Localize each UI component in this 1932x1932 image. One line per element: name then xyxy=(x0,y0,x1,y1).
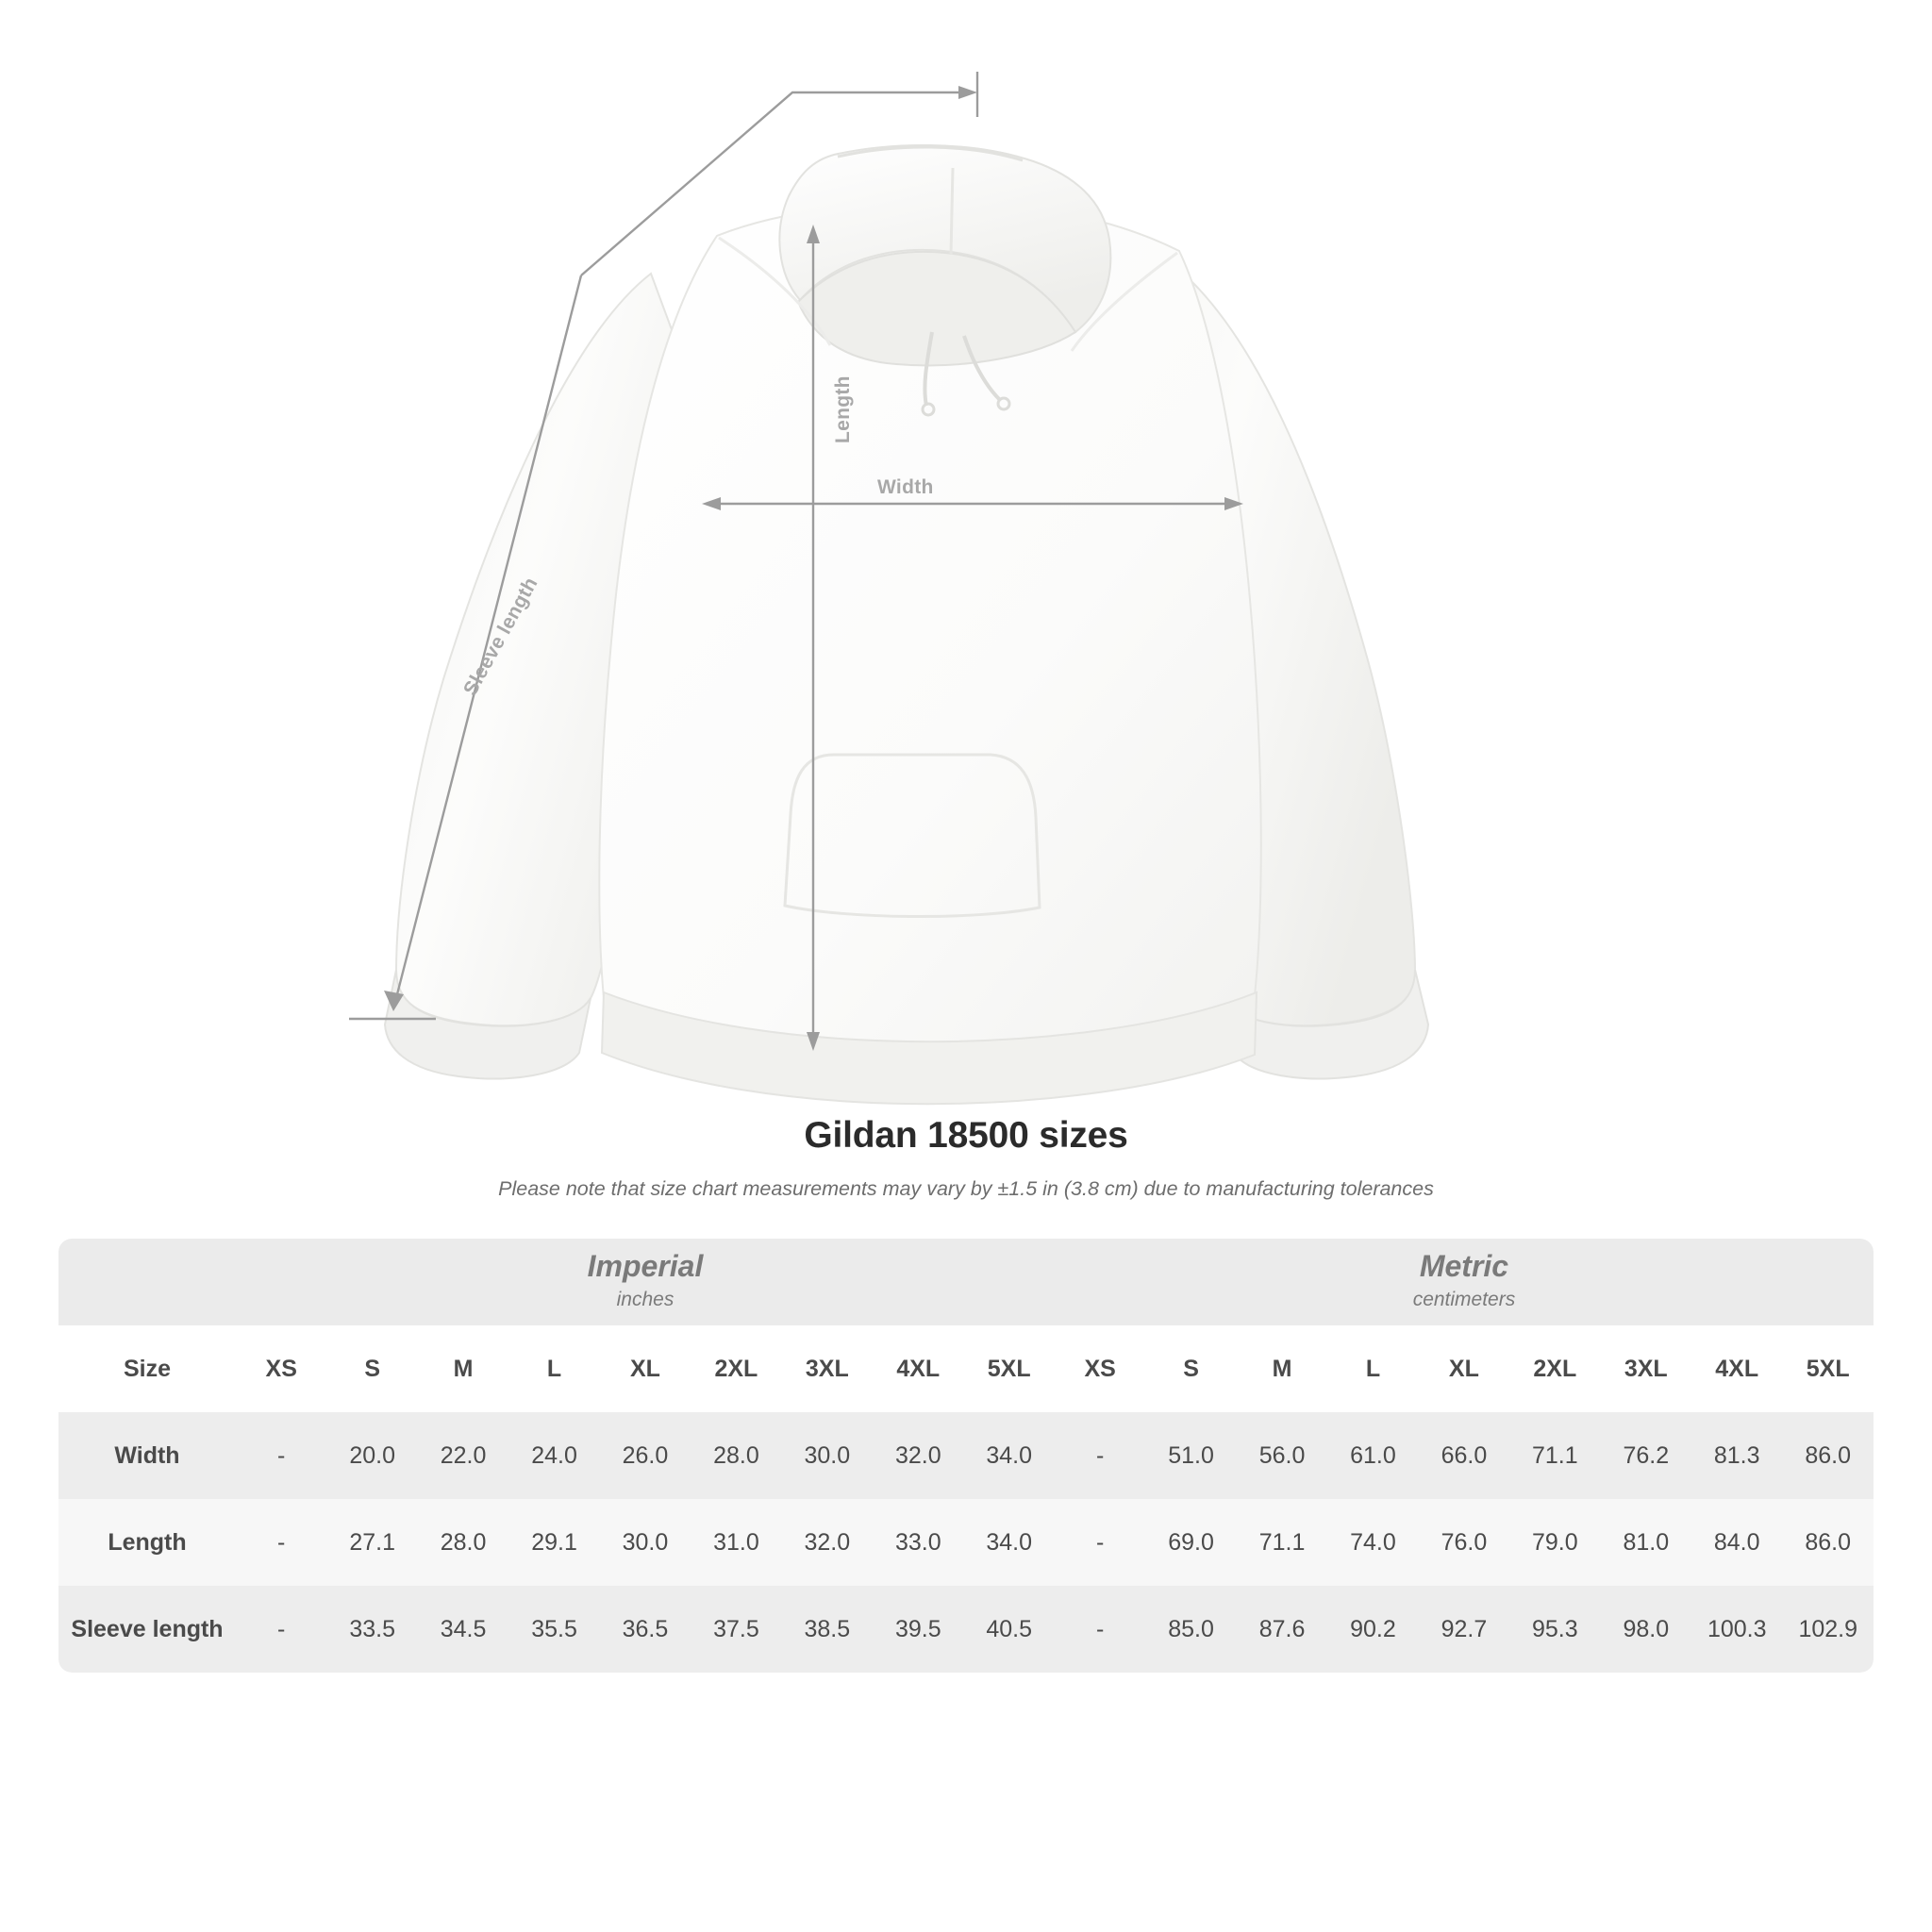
measurement-cell: 32.0 xyxy=(873,1412,963,1499)
measurement-cell: - xyxy=(236,1499,326,1586)
measurement-cell: 95.3 xyxy=(1509,1586,1600,1673)
title-block xyxy=(0,1115,1932,1201)
table-corner-cell xyxy=(58,1239,236,1325)
unit-system-imperial xyxy=(236,1239,1055,1325)
unit-system-name: Metric xyxy=(1419,1248,1509,1283)
size-header-cell: XL xyxy=(1419,1325,1509,1412)
size-header-cell: M xyxy=(1237,1325,1327,1412)
measurement-cell: 86.0 xyxy=(1782,1412,1874,1499)
unit-system-unit: inches xyxy=(616,1288,675,1310)
size-column-header: Size xyxy=(58,1325,236,1412)
hoodie-artwork xyxy=(385,145,1428,1104)
measurement-row-label: Sleeve length xyxy=(58,1586,236,1673)
measurement-cell: 36.5 xyxy=(600,1586,691,1673)
measurement-cell: - xyxy=(1055,1412,1145,1499)
measurement-cell: 79.0 xyxy=(1509,1499,1600,1586)
measurement-cell: 39.5 xyxy=(873,1586,963,1673)
measurement-cell: 31.0 xyxy=(691,1499,781,1586)
sleeve-length-dimension-label: Sleeve length xyxy=(459,574,542,700)
tolerance-note: Please note that size chart measurements may vary by ±1.5 in (3.8 cm) due to manufacturing tolerances xyxy=(498,1177,1434,1200)
size-header-cell: XL xyxy=(600,1325,691,1412)
size-header-cell: 4XL xyxy=(873,1325,963,1412)
size-header-cell: S xyxy=(1145,1325,1236,1412)
measurement-cell: 26.0 xyxy=(600,1412,691,1499)
size-header-cell: 4XL xyxy=(1691,1325,1782,1412)
measurement-cell: 30.0 xyxy=(782,1412,873,1499)
measurement-cell: 90.2 xyxy=(1327,1586,1418,1673)
measurement-cell: 28.0 xyxy=(691,1412,781,1499)
measurement-cell: 29.1 xyxy=(508,1499,599,1586)
measurement-cell: 92.7 xyxy=(1419,1586,1509,1673)
measurement-cell: 71.1 xyxy=(1509,1412,1600,1499)
measurement-cell: 76.0 xyxy=(1419,1499,1509,1586)
measurement-cell: 81.0 xyxy=(1601,1499,1691,1586)
width-dimension-label: Width xyxy=(877,476,934,498)
measurement-cell: 61.0 xyxy=(1327,1412,1418,1499)
measurement-cell: - xyxy=(236,1586,326,1673)
measurement-cell: 100.3 xyxy=(1691,1586,1782,1673)
table-row xyxy=(58,1586,1874,1673)
table-row xyxy=(58,1412,1874,1499)
measurement-cell: 86.0 xyxy=(1782,1499,1874,1586)
size-header-cell: 2XL xyxy=(691,1325,781,1412)
measurement-cell: 28.0 xyxy=(418,1499,508,1586)
measurement-cell: 33.0 xyxy=(873,1499,963,1586)
measurement-cell: - xyxy=(236,1412,326,1499)
measurement-cell: 69.0 xyxy=(1145,1499,1236,1586)
measurement-cell: - xyxy=(1055,1499,1145,1586)
measurement-cell: 34.0 xyxy=(964,1412,1055,1499)
measurement-cell: 22.0 xyxy=(418,1412,508,1499)
measurement-row-label: Width xyxy=(58,1412,236,1499)
measurement-cell: 27.1 xyxy=(326,1499,417,1586)
measurement-cell: 102.9 xyxy=(1782,1586,1874,1673)
measurement-cell: 32.0 xyxy=(782,1499,873,1586)
measurement-cell: 33.5 xyxy=(326,1586,417,1673)
unit-system-name: Imperial xyxy=(587,1248,704,1283)
table-row xyxy=(58,1499,1874,1586)
measurement-cell: 98.0 xyxy=(1601,1586,1691,1673)
measurement-cell: 40.5 xyxy=(964,1586,1055,1673)
unit-system-unit: centimeters xyxy=(1412,1288,1516,1310)
size-header-cell: 3XL xyxy=(782,1325,873,1412)
measurement-cell: 51.0 xyxy=(1145,1412,1236,1499)
size-header-cell: L xyxy=(1327,1325,1418,1412)
measurement-cell: 35.5 xyxy=(508,1586,599,1673)
measurement-cell: 74.0 xyxy=(1327,1499,1418,1586)
measurement-cell: 84.0 xyxy=(1691,1499,1782,1586)
measurement-cell: 71.1 xyxy=(1237,1499,1327,1586)
size-header-row xyxy=(58,1325,1874,1412)
measurement-cell: 85.0 xyxy=(1145,1586,1236,1673)
length-dimension-label: Length xyxy=(832,375,854,443)
size-header-cell: S xyxy=(326,1325,417,1412)
size-header-cell: XS xyxy=(1055,1325,1145,1412)
measurement-cell: 34.0 xyxy=(964,1499,1055,1586)
measurement-cell: 87.6 xyxy=(1237,1586,1327,1673)
measurement-cell: 30.0 xyxy=(600,1499,691,1586)
unit-system-metric xyxy=(1055,1239,1874,1325)
size-header-cell: L xyxy=(508,1325,599,1412)
measurement-cell: 38.5 xyxy=(782,1586,873,1673)
measurement-cell: 34.5 xyxy=(418,1586,508,1673)
page-title: Gildan 18500 sizes xyxy=(804,1115,1128,1156)
size-header-cell: 3XL xyxy=(1601,1325,1691,1412)
unit-system-header-row xyxy=(58,1239,1874,1325)
measurement-cell: 66.0 xyxy=(1419,1412,1509,1499)
size-table-wrapper xyxy=(58,1239,1874,1673)
measurement-cell: 56.0 xyxy=(1237,1412,1327,1499)
size-header-cell: XS xyxy=(236,1325,326,1412)
measurement-cell: 20.0 xyxy=(326,1412,417,1499)
measurement-cell: 37.5 xyxy=(691,1586,781,1673)
size-table xyxy=(58,1239,1874,1673)
measurement-cell: 24.0 xyxy=(508,1412,599,1499)
size-header-cell: M xyxy=(418,1325,508,1412)
size-header-cell: 2XL xyxy=(1509,1325,1600,1412)
size-header-cell: 5XL xyxy=(964,1325,1055,1412)
measurement-cell: 76.2 xyxy=(1601,1412,1691,1499)
measurement-row-label: Length xyxy=(58,1499,236,1586)
measurement-cell: - xyxy=(1055,1586,1145,1673)
size-header-cell: 5XL xyxy=(1782,1325,1874,1412)
measurement-cell: 81.3 xyxy=(1691,1412,1782,1499)
